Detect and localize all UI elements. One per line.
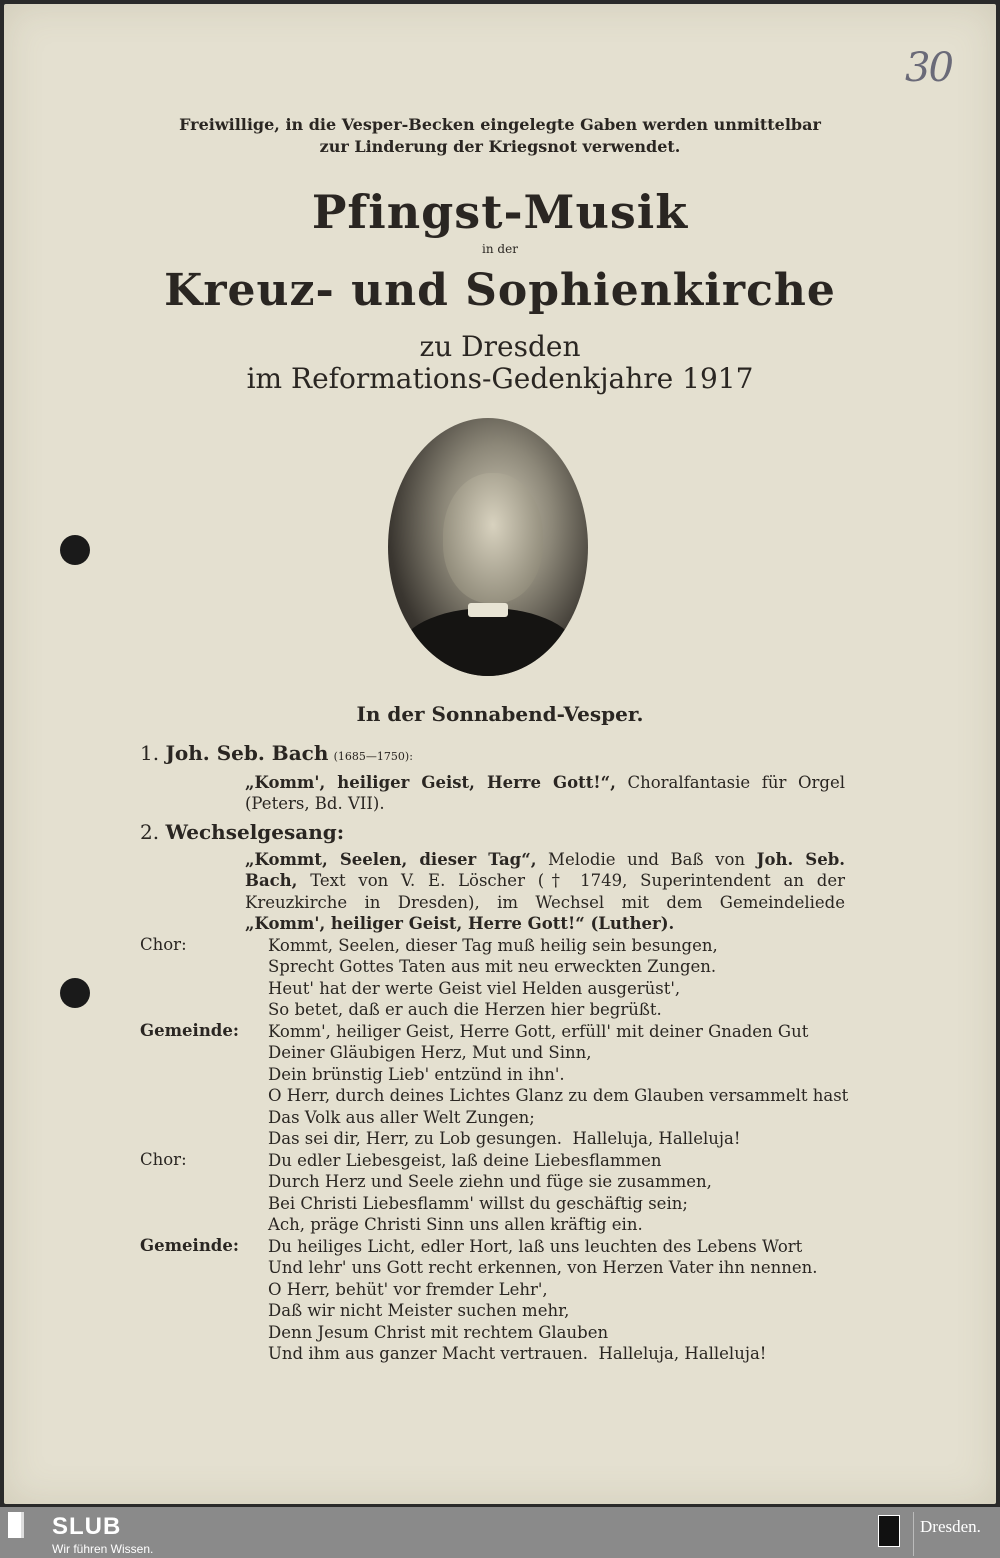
desc-text: Text von V. E. Löscher († 1749, Superintendent an der Kreuzkirche in Dresden), im Wechsel mit dem Gemeindeliede	[245, 871, 845, 912]
title-occasion: im Reformations-Gedenkjahre 1917	[246, 362, 754, 395]
verse-block	[268, 1150, 712, 1236]
verse-line: So betet, daß er auch die Herzen hier begrüßt.	[268, 1000, 662, 1020]
section-heading: In der Sonnabend-Vesper.	[356, 702, 644, 726]
title-city: zu Dresden	[419, 330, 581, 363]
verse-label: Chor:	[140, 1150, 187, 1169]
luther-portrait	[388, 418, 588, 676]
item-2	[140, 822, 344, 844]
verse-line: Bei Christi Liebesflamm' willst du geschäftig sein;	[268, 1193, 688, 1213]
verse-line: Sprecht Gottes Taten aus mit neu erweckten Zungen.	[268, 957, 717, 977]
verse-line: Kommt, Seelen, dieser Tag muß heilig sein besungen,	[268, 936, 718, 955]
dresden-crest-icon	[878, 1515, 900, 1547]
slub-slogan: Wir führen Wissen.	[52, 1542, 154, 1556]
verse-line: Daß wir nicht Meister suchen mehr,	[268, 1301, 570, 1321]
title-in-der: in der	[482, 242, 518, 256]
title-churches: Kreuz- und Sophienkirche	[164, 265, 836, 316]
verse-line: Und lehr' uns Gott recht erkennen, von Herzen Vater ihn nennen.	[268, 1258, 818, 1278]
composer-years: (1685—1750):	[333, 750, 413, 763]
verse-block	[268, 935, 718, 1021]
notice-line: Freiwillige, in die Vesper-Becken eingelegte Gaben werden unmittelbar	[179, 115, 821, 134]
title-main: Pfingst-Musik	[311, 185, 689, 239]
composer-name: Joh. Seb. Bach,	[245, 850, 845, 891]
verse-line: Durch Herz und Seele ziehn und füge sie zusammen,	[268, 1172, 712, 1192]
divider	[913, 1512, 914, 1556]
verse-line: Komm', heiliger Geist, Herre Gott, erfüll' mit deiner Gnaden Gut	[268, 1022, 809, 1041]
verse-line: Denn Jesum Christ mit rechtem Glauben	[268, 1322, 609, 1342]
verse-block	[268, 1021, 848, 1149]
verse-line: O Herr, behüt' vor fremder Lehr',	[268, 1279, 548, 1299]
verse-line: Dein brünstig Lieb' entzünd in ihn'.	[268, 1064, 565, 1084]
work-description: Choralfantasie für Orgel (Peters, Bd. VII).	[245, 773, 845, 814]
work-title: „Komm', heiliger Geist, Herre Gott!“,	[245, 773, 616, 792]
verse-label: Gemeinde:	[140, 1236, 239, 1255]
desc-text: Melodie und Baß von	[536, 850, 757, 869]
item-1	[140, 743, 413, 767]
notice-line: zur Linderung der Kriegsnot verwendet.	[319, 137, 681, 156]
footer-bar	[0, 1507, 1000, 1558]
verse-line: Das Volk aus aller Welt Zungen;	[268, 1107, 535, 1127]
item-title: Wechselgesang:	[165, 820, 345, 844]
hymn-title: „Komm', heiliger Geist, Herre Gott!“ (Luther).	[245, 914, 675, 934]
verse-line: Ach, präge Christi Sinn uns allen kräftig ein.	[268, 1215, 643, 1235]
slub-book-icon	[8, 1512, 24, 1538]
handwritten-page-number: 30	[905, 45, 952, 91]
dresden-logo[interactable]: Dresden.	[920, 1517, 981, 1536]
verse-line: Du heiliges Licht, edler Hort, laß uns leuchten des Lebens Wort	[268, 1237, 803, 1256]
item-number: 1.	[140, 741, 160, 765]
item-number: 2.	[140, 820, 160, 844]
verse-line: Du edler Liebesgeist, laß deine Liebesflammen	[268, 1151, 662, 1170]
punch-hole	[60, 535, 90, 565]
punch-hole	[60, 978, 90, 1008]
item-2-description	[245, 849, 845, 935]
donation-notice	[0, 114, 1000, 158]
verse-line: Und ihm aus ganzer Macht vertrauen. Halleluja, Halleluja!	[268, 1344, 767, 1364]
verse-line: Heut' hat der werte Geist viel Helden ausgerüst',	[268, 978, 681, 998]
verse-line: Deiner Gläubigen Herz, Mut und Sinn,	[268, 1043, 592, 1063]
item-1-description	[245, 772, 845, 815]
verse-line: Das sei dir, Herr, zu Lob gesungen. Halleluja, Halleluja!	[268, 1129, 741, 1149]
work-title: „Kommt, Seelen, dieser Tag“,	[245, 850, 537, 869]
verse-block	[268, 1236, 818, 1364]
verse-label: Chor:	[140, 935, 187, 954]
verse-label: Gemeinde:	[140, 1021, 239, 1040]
composer-name: Joh. Seb. Bach	[165, 741, 329, 765]
slub-logo[interactable]: SLUB	[52, 1513, 122, 1540]
verse-line: O Herr, durch deines Lichtes Glanz zu dem Glauben versammelt hast	[268, 1086, 849, 1106]
